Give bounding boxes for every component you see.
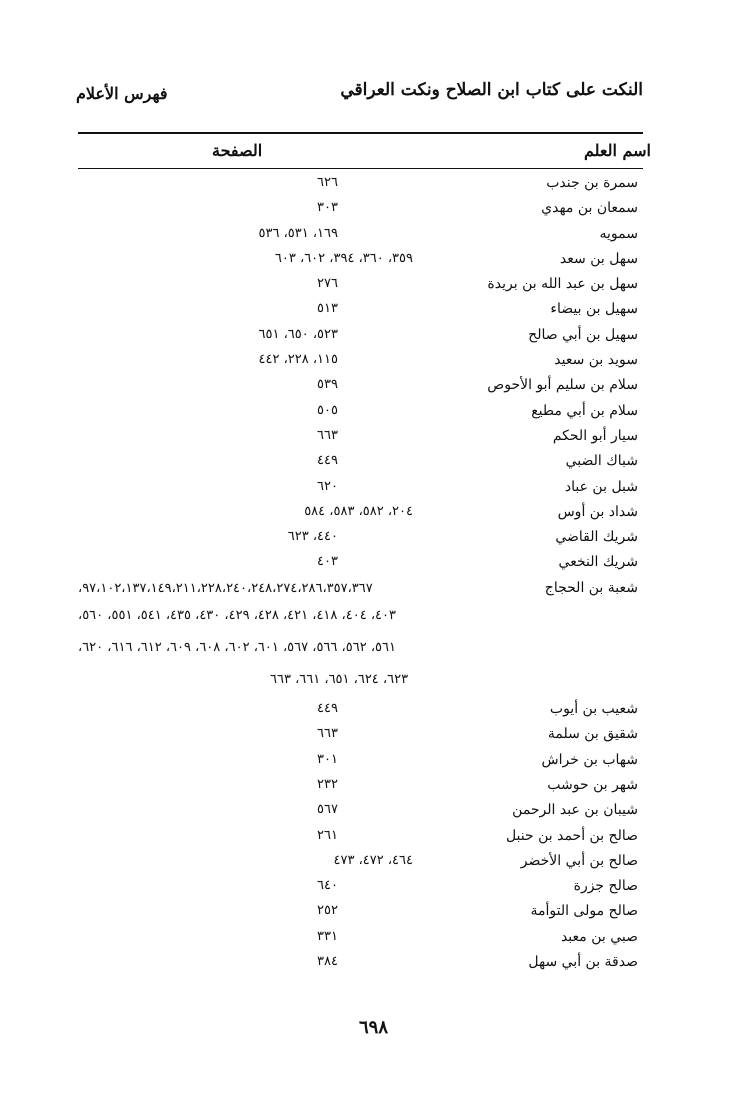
table-row [78, 400, 638, 425]
entry-name: شبل بن عباد [564, 478, 638, 495]
entry-name: سمرة بن جندب [546, 175, 638, 191]
table-row [78, 875, 638, 900]
table-row [78, 450, 638, 475]
entry-pages: ٥٦٧ [317, 802, 338, 818]
entry-name: سويد بن سعيد [554, 352, 638, 369]
entry-pages: ٢٦١ [317, 827, 338, 843]
entry-name: سيار أبو الحكم [552, 427, 638, 444]
entry-name: شباك الضبي [565, 453, 638, 470]
entry-name: سهيل بن بيضاء [550, 301, 638, 318]
entry-pages-line-2: ٤٠٣، ٤٠٤، ٤١٨، ٤٢١، ٤٢٨، ٤٢٩، ٤٣٠، ٤٣٥، ٥٤١، ٥٥١، ٥٦٠، [78, 608, 396, 624]
table-row [78, 900, 638, 925]
table-row [78, 501, 638, 526]
entry-pages: ٦٢٦ [317, 175, 338, 190]
table-header-rule [78, 168, 643, 169]
index-table [78, 172, 638, 976]
entry-pages: ٥٠٥ [317, 402, 338, 418]
table-row [78, 526, 638, 551]
table-row [78, 223, 638, 248]
entry-name: شيبان بن عبد الرحمن [512, 802, 638, 819]
entry-name: شهر بن حوشب [547, 776, 638, 793]
table-row [78, 850, 638, 875]
entry-pages: ٥٢٣، ٦٥٠، ٦٥١ [258, 326, 338, 342]
table-row [78, 774, 638, 799]
table-row [78, 324, 638, 349]
entry-name: صبي بن معبد [560, 928, 638, 945]
entry-pages: ٥٣٩ [317, 377, 338, 393]
entry-pages: ٣٥٩، ٣٦٠، ٣٩٤، ٦٠٢، ٦٠٣ [274, 250, 413, 266]
entry-pages: ٣٠١ [317, 751, 338, 767]
entry-name: شهاب بن خراش [541, 751, 638, 768]
table-row [78, 825, 638, 850]
entry-pages: ٦٦٣ [317, 726, 338, 742]
entry-name: سلام بن أبي مطيع [531, 402, 638, 419]
name-column-header: اسم العلم [583, 141, 651, 160]
entry-pages: ٦٦٣ [317, 427, 338, 443]
table-row [78, 698, 638, 723]
table-row [78, 951, 638, 976]
table-row [78, 197, 638, 222]
table-top-rule [78, 132, 643, 134]
entry-name: سهيل بن أبي صالح [528, 326, 638, 343]
entry-pages-line-4: ٦٢٣، ٦٢٤، ٦٥١، ٦٦١، ٦٦٣ [270, 672, 409, 688]
table-row [78, 799, 638, 824]
table-row [78, 926, 638, 951]
entry-name: شعيب بن أيوب [549, 701, 638, 718]
entry-name: شداد بن أوس [557, 503, 638, 520]
entry-name: سهل بن سعد [559, 250, 638, 267]
entry-pages: ١٦٩، ٥٣١، ٥٣٦ [258, 225, 338, 241]
entry-name: صدقة بن أبي سهل [528, 954, 638, 971]
table-row [78, 172, 638, 197]
entry-pages: ٢٥٢ [317, 903, 338, 919]
entry-pages-line-1: ٩٧،١٠٢،١٣٧،١٤٩،٢١١،٢٢٨،٢٤٠،٢٤٨،٢٧٤،٢٨٦،٣٥٧،٣٦٧، [78, 580, 373, 596]
entry-pages: ٦٢٠ [317, 478, 338, 494]
table-row [78, 349, 638, 374]
entry-continuation [78, 666, 638, 698]
entry-pages: ١١٥، ٢٢٨، ٤٤٢ [258, 352, 338, 368]
section-title: فهرس الأعلام [76, 84, 168, 103]
entry-pages: ٤٠٣ [317, 554, 338, 570]
entry-name: صالح جزرة [573, 878, 638, 895]
table-row-long-entry [78, 577, 638, 602]
entry-name: سلام بن سليم أبو الأحوص [487, 377, 638, 394]
entry-pages: ٥١٣ [317, 301, 338, 317]
entry-name: سمعان بن مهدي [541, 200, 638, 217]
entry-pages: ٣٠٣ [317, 200, 338, 216]
entry-pages: ٤٤٠، ٦٢٣ [287, 529, 338, 545]
page-column-header: الصفحة [212, 141, 263, 160]
table-row [78, 298, 638, 323]
entry-pages: ٣٣١ [317, 928, 338, 944]
table-row [78, 425, 638, 450]
entry-name: سهل بن عبد الله بن بريدة [487, 276, 638, 293]
entry-pages: ٤٤٩ [317, 453, 338, 469]
entry-pages: ٤٤٩ [317, 701, 338, 717]
entry-name: سمويه [599, 225, 638, 242]
entry-continuation [78, 634, 638, 666]
entry-name: شقيق بن سلمة [547, 726, 638, 743]
entry-name: شعبة بن الحجاج [544, 579, 638, 596]
entry-pages: ٢٠٤، ٥٨٢، ٥٨٣، ٥٨٤ [304, 503, 413, 519]
entry-name: شريك القاضي [555, 529, 638, 546]
table-row [78, 551, 638, 576]
entry-pages: ٤٦٤، ٤٧٢، ٤٧٣ [333, 852, 413, 868]
entry-name: صالح بن أبي الأخضر [520, 852, 638, 869]
entry-name: صالح مولى التوأمة [530, 903, 638, 920]
table-row [78, 749, 638, 774]
book-title: النكت على كتاب ابن الصلاح ونكت العراقي [340, 80, 643, 100]
entry-pages: ٢٧٦ [317, 276, 338, 292]
entry-pages: ٢٣٢ [317, 776, 338, 792]
entry-name: صالح بن أحمد بن حنبل [505, 827, 638, 844]
table-row [78, 273, 638, 298]
entry-pages: ٣٨٤ [317, 954, 338, 970]
table-row [78, 248, 638, 273]
entry-pages: ٦٤٠ [317, 878, 338, 894]
page-number: ٦٩٨ [358, 1017, 388, 1038]
table-row [78, 374, 638, 399]
table-row [78, 476, 638, 501]
entry-pages-line-3: ٥٦١، ٥٦٢، ٥٦٦، ٥٦٧، ٦٠١، ٦٠٢، ٦٠٨، ٦٠٩، ٦١٢، ٦١٦، ٦٢٠، [78, 640, 396, 656]
table-row [78, 723, 638, 748]
entry-name: شريك النخعي [558, 554, 638, 571]
entry-continuation [78, 602, 638, 634]
